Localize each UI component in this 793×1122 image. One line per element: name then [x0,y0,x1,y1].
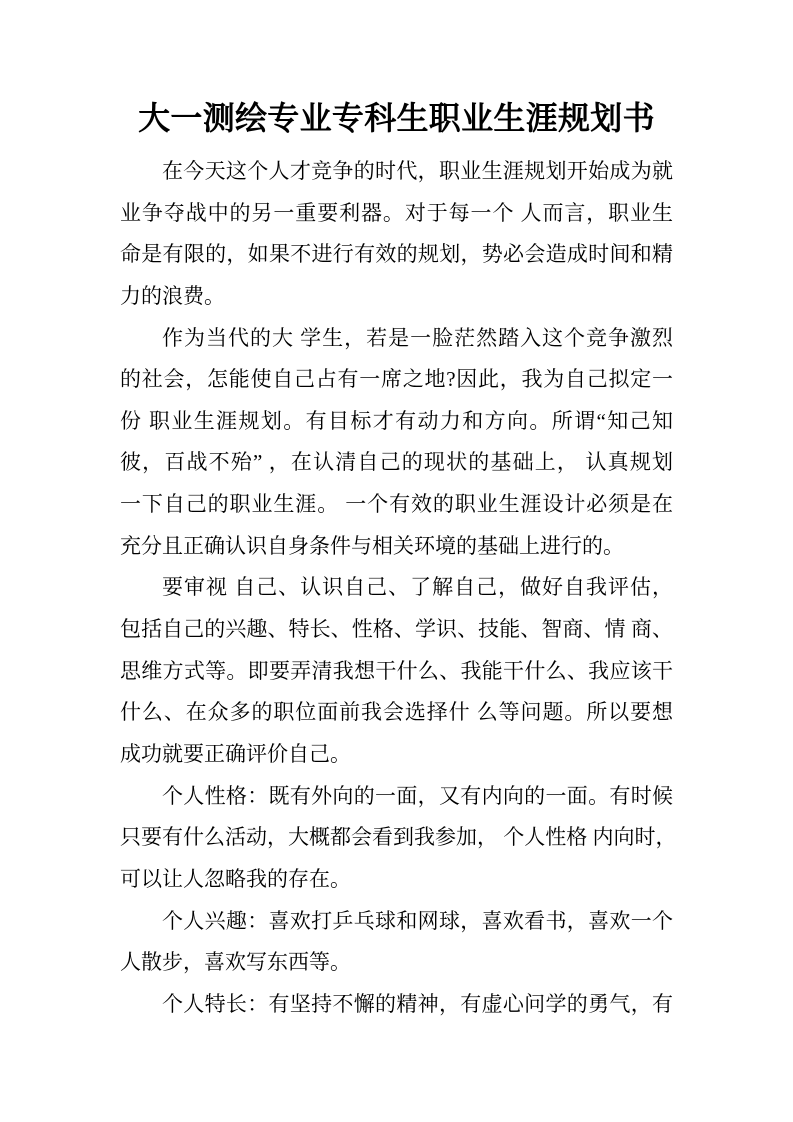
text-line: 命是有限的，如果不进行有效的规划，势必会造成时间和精 [120,242,673,267]
text-line: 人散步，喜欢写东西等。 [120,950,351,975]
text-line: 个人性格：既有外向的一面，又有内向的一面。有时候 [162,783,673,808]
text-line: 一下自己的职业生涯。 一个有效的职业生涯设计必须是在 [120,492,673,517]
text-line: 个人特长：有坚持不懈的精神，有虚心问学的勇气，有 [162,991,673,1016]
text-line: 可以让人忽略我的存在。 [120,866,351,891]
document-title: 大一测绘专业专科生职业生涯规划书 [138,100,655,136]
text-line: 只要有什么活动，大概都会看到我参加， 个人性格 内向时， [120,825,677,850]
text-line: 个人兴趣：喜欢打乒乓球和网球，喜欢看书，喜欢一个 [162,908,673,933]
text-line: 包括自己的兴趣、特长、性格、学识、技能、智商、情 商、 [120,617,673,642]
document-body [120,0,677,1025]
text-line: 在今天这个人才竞争的时代，职业生涯规划开始成为就 [162,159,673,183]
text-line: 要审视 自己、认识自己、了解自己，做好自我评估， [162,575,673,600]
text-line: 业争夺战中的另一重要利器。对于每一个 人而言，职业生 [120,200,673,225]
text-line: 力的浪费。 [120,283,225,308]
text-line: 作为当代的大 学生，若是一脸茫然踏入这个竞争激烈 [162,325,673,350]
text-line: 彼，百战不殆” ，在认清自己的现状的基础上， 认真规划 [120,450,673,475]
text-line: 什么、在众多的职位面前我会选择什 么等问题。所以要想 [120,700,673,725]
text-line: 成功就要正确评价自己。 [120,741,351,766]
text-line: 份 职业生涯规划。有目标才有动力和方向。所谓“知己知 [120,408,673,433]
text-line: 思维方式等。即要弄清我想干什么、我能干什么、我应该干 [120,658,673,683]
text-line: 充分且正确认识自身条件与相关环境的基础上进行的。 [120,533,624,558]
text-line: 的社会，怎能使自己占有一席之地?因此，我为自己拟定一 [120,367,673,392]
